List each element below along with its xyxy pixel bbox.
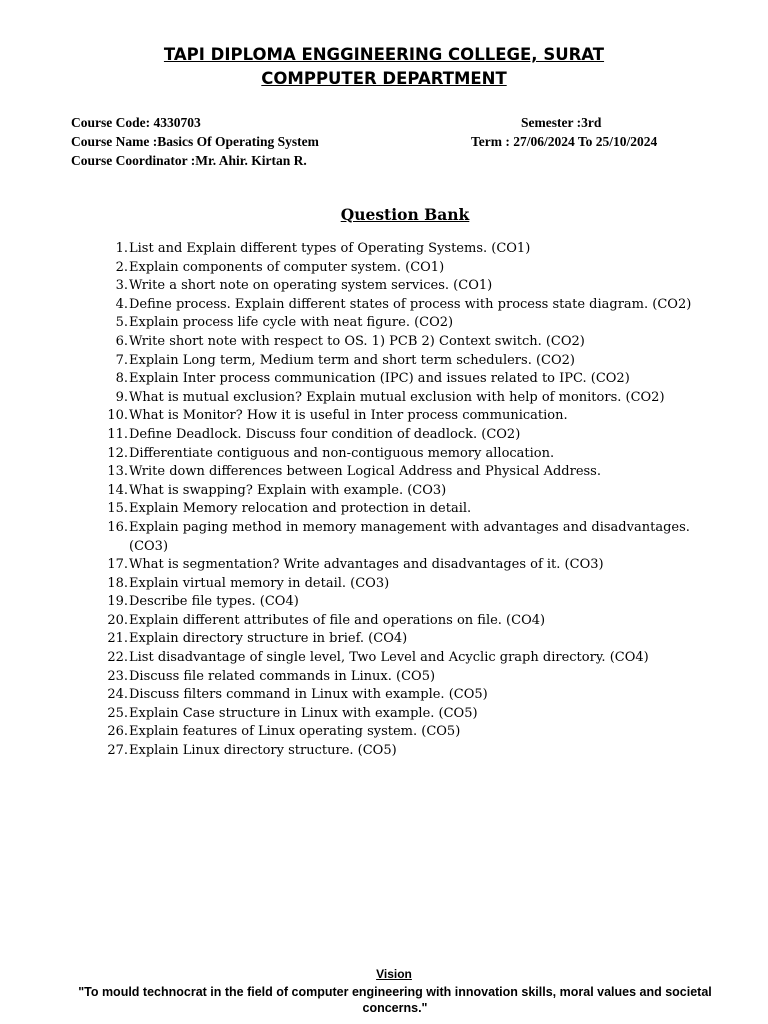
question-item (104, 277, 704, 296)
department-name: COMPPUTER DEPARTMENT (261, 69, 507, 88)
question-number: 10. (107, 408, 128, 424)
vision-title: Vision (376, 967, 412, 981)
question-number: 19. (107, 594, 128, 610)
question-text: What is segmentation? Write advantages and disadvantages of it. (CO3) (129, 557, 604, 573)
question-text: Describe file types. (CO4) (129, 594, 299, 610)
question-number: 16. (107, 519, 128, 535)
question-list (104, 240, 704, 761)
course-code: Course Code: 4330703 (71, 115, 201, 130)
question-item (104, 333, 704, 352)
question-number: 6. (115, 333, 128, 349)
question-item (104, 389, 704, 408)
question-text: Explain directory structure in brief. (CO4) (129, 631, 408, 647)
question-item (104, 240, 704, 259)
question-number: 9. (115, 389, 128, 405)
question-number: 2. (115, 259, 128, 275)
question-item (104, 500, 704, 519)
term-dates: Term : 27/06/2024 To 25/10/2024 (471, 134, 658, 149)
question-number: 22. (107, 650, 128, 666)
course-name: Course Name :Basics Of Operating System (71, 134, 319, 149)
question-number: 4. (115, 296, 128, 312)
question-item (104, 723, 704, 742)
question-text: Discuss file related commands in Linux. (CO5) (129, 668, 436, 684)
question-text: Explain Linux directory structure. (CO5) (129, 743, 397, 759)
semester: Semester :3rd (521, 115, 602, 130)
question-item (104, 630, 704, 649)
question-text: List and Explain different types of Operating Systems. (CO1) (129, 241, 531, 256)
question-text: Explain features of Linux operating system. (CO5) (129, 724, 461, 740)
question-number: 23. (107, 668, 128, 684)
question-text: Explain virtual memory in detail. (CO3) (129, 575, 390, 591)
question-text: Write short note with respect to OS. 1) PCB 2) Context switch. (CO2) (129, 333, 585, 349)
question-number: 25. (107, 705, 128, 721)
question-text: Explain paging method in memory management with advantages and disadvantages. (CO3) (129, 519, 690, 554)
question-number: 27. (107, 743, 128, 759)
question-text: Explain different attributes of file and operations on file. (CO4) (129, 612, 546, 628)
question-text: What is mutual exclusion? Explain mutual exclusion with help of monitors. (CO2) (129, 389, 665, 405)
course-coordinator: Course Coordinator :Mr. Ahir. Kirtan R. (71, 153, 307, 168)
question-bank-title: Question Bank (340, 205, 470, 224)
question-number: 1. (115, 241, 128, 256)
question-text: Explain Case structure in Linux with example. (CO5) (129, 705, 478, 721)
question-item (104, 463, 704, 482)
question-number: 14. (107, 482, 128, 498)
question-text: Explain Memory relocation and protection in detail. (129, 501, 472, 517)
question-item (104, 519, 704, 556)
question-item (104, 686, 704, 705)
question-number: 7. (115, 352, 128, 368)
question-text: Explain Inter process communication (IPC) and issues related to IPC. (CO2) (129, 371, 630, 387)
question-item (104, 314, 704, 333)
question-item (104, 445, 704, 464)
question-item (104, 482, 704, 501)
question-item (104, 259, 704, 278)
question-number: 3. (115, 278, 128, 294)
question-item (104, 668, 704, 687)
question-item (104, 426, 704, 445)
question-text: Explain process life cycle with neat figure. (CO2) (129, 315, 454, 331)
question-item (104, 407, 704, 426)
question-number: 15. (107, 501, 128, 517)
question-item (104, 352, 704, 371)
question-text: List disadvantage of single level, Two Level and Acyclic graph directory. (CO4) (129, 650, 649, 666)
question-text: Explain components of computer system. (CO1) (129, 259, 445, 275)
question-item (104, 370, 704, 389)
question-item (104, 593, 704, 612)
question-number: 11. (107, 426, 128, 442)
question-item (104, 649, 704, 668)
question-number: 24. (107, 687, 128, 703)
question-text: Explain Long term, Medium term and short term schedulers. (CO2) (129, 352, 575, 368)
college-name: TAPI DIPLOMA ENGGINEERING COLLEGE, SURAT (163, 45, 605, 64)
question-number: 26. (107, 724, 128, 740)
question-number: 5. (115, 315, 128, 331)
question-number: 8. (115, 371, 128, 387)
question-item (104, 742, 704, 761)
question-text: Write down differences between Logical Address and Physical Address. (129, 464, 601, 480)
question-text: Write a short note on operating system services. (CO1) (129, 278, 493, 294)
question-text: Discuss filters command in Linux with example. (CO5) (129, 687, 488, 703)
question-text: Define process. Explain different states of process with process state diagram. (CO2) (129, 296, 692, 312)
question-item (104, 556, 704, 575)
question-item (104, 575, 704, 594)
vision-statement: "To mould technocrat in the field of computer engineering with innovation skills, moral values and societal concerns." (78, 985, 712, 1015)
question-text: Differentiate contiguous and non-contiguous memory allocation. (129, 445, 555, 461)
question-text: What is Monitor? How it is useful in Inter process communication. (129, 408, 568, 424)
question-number: 13. (107, 464, 128, 480)
question-number: 17. (107, 557, 128, 573)
question-number: 18. (107, 575, 128, 591)
question-number: 12. (107, 445, 128, 461)
question-number: 20. (107, 612, 128, 628)
question-text: Define Deadlock. Discuss four condition of deadlock. (CO2) (129, 426, 521, 442)
question-number: 21. (107, 631, 128, 647)
question-text: What is swapping? Explain with example. (CO3) (129, 482, 447, 498)
question-item (104, 705, 704, 724)
question-item (104, 296, 704, 315)
question-item (104, 612, 704, 631)
